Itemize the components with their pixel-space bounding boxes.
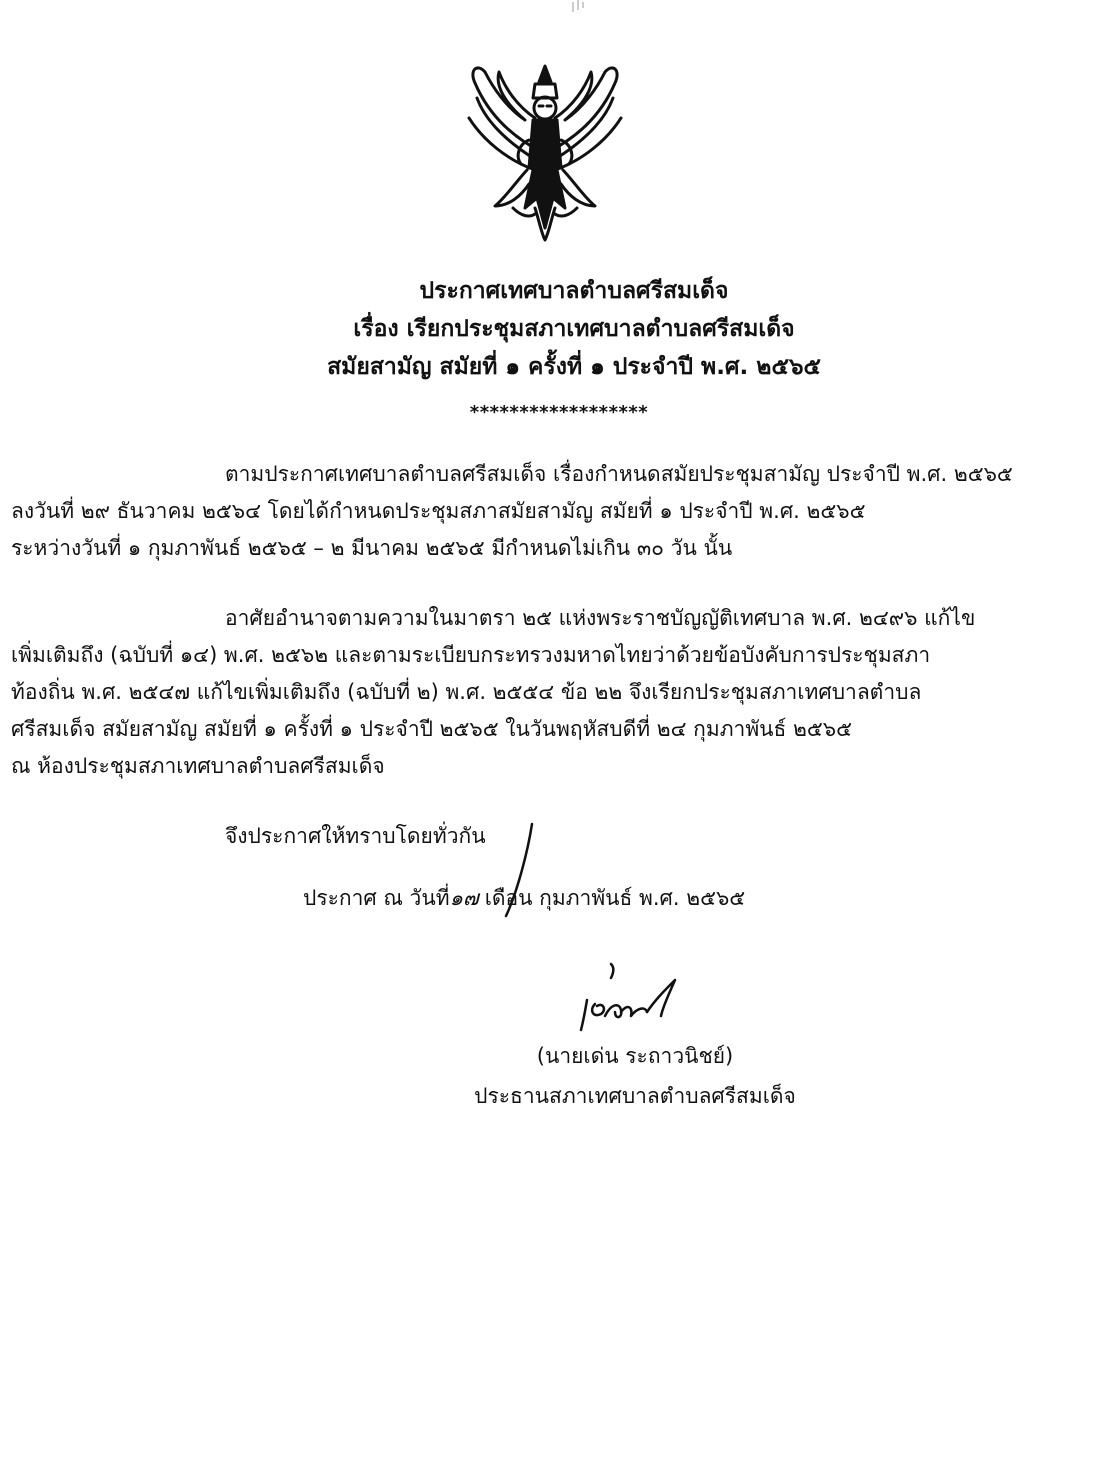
handwritten-signature [575, 960, 685, 1040]
paragraph-1-line-2: ลงวันที่ ๒๙ ธันวาคม ๒๕๖๔ โดยได้กำหนดประชุมสภาสมัยสามัญ สมัยที่ ๑ ประจำปี พ.ศ. ๒๕๖๕ [11, 499, 866, 523]
paragraph-2-line-3: ท้องถิ่น พ.ศ. ๒๕๔๗ แก้ไขเพิ่มเติมถึง (ฉบับที่ ๒) พ.ศ. ๒๕๕๔ ข้อ ๒๒ จึงเรียกประชุมสภาเทศบาลตำบล [11, 680, 922, 704]
paragraph-1-line-1: ตามประกาศเทศบาลตำบลศรีสมเด็จ เรื่องกำหนดสมัยประชุมสามัญ ประจำปี พ.ศ. ๒๕๖๕ [225, 462, 1013, 486]
paragraph-2-line-5: ณ ห้องประชุมสภาเทศบาลตำบลศรีสมเด็จ [11, 754, 385, 778]
signer-title: ประธานสภาเทศบาลตำบลศรีสมเด็จ [474, 1084, 796, 1108]
separator-text: ****************** [469, 402, 649, 423]
paragraph-1 [11, 456, 1063, 567]
closing-statement: จึงประกาศให้ทราบโดยทั่วกัน [225, 824, 486, 848]
announcement-date [303, 880, 745, 917]
garuda-emblem-icon [455, 58, 635, 248]
separator [0, 402, 1108, 423]
paragraph-2 [11, 600, 1063, 785]
signer-name: (นายเด่น ระถาวนิชย์) [536, 1044, 734, 1068]
scan-artifact-mark [570, 0, 586, 14]
heading-title: ประกาศเทศบาลตำบลศรีสมเด็จ [419, 278, 729, 304]
date-prefix: ประกาศ ณ วันที่ [303, 886, 450, 910]
paragraph-2-line-1: อาศัยอำนาจตามความในมาตรา ๒๕ แห่งพระราชบัญญัติเทศบาล พ.ศ. ๒๔๙๖ แก้ไข [225, 606, 976, 630]
paragraph-2-line-2: เพิ่มเติมถึง (ฉบับที่ ๑๔) พ.ศ. ๒๕๖๒ และตามระเบียบกระทรวงมหาดไทยว่าด้วยข้อบังคับการประชุมสภา [11, 643, 931, 667]
paragraph-1-line-3: ระหว่างวันที่ ๑ กุมภาพันธ์ ๒๕๖๕ – ๒ มีนาคม ๒๕๖๕ มีกำหนดไม่เกิน ๓๐ วัน นั้น [11, 536, 733, 560]
paragraph-2-line-4: ศรีสมเด็จ สมัยสามัญ สมัยที่ ๑ ครั้งที่ ๑ ประจำปี ๒๕๖๕ ในวันพฤหัสบดีที่ ๒๔ กุมภาพันธ์ ๒๕๖๕ [11, 717, 852, 741]
heading-subject: เรื่อง เรียกประชุมสภาเทศบาลตำบลศรีสมเด็จ [353, 316, 795, 342]
heading-session: สมัยสามัญ สมัยที่ ๑ ครั้งที่ ๑ ประจำปี พ.ศ. ๒๕๖๕ [327, 354, 821, 380]
date-day-handwritten: ๑๗ [449, 886, 479, 910]
document-heading [0, 272, 1108, 386]
date-suffix: เดือน กุมภาพันธ์ พ.ศ. ๒๕๖๕ [484, 886, 746, 910]
